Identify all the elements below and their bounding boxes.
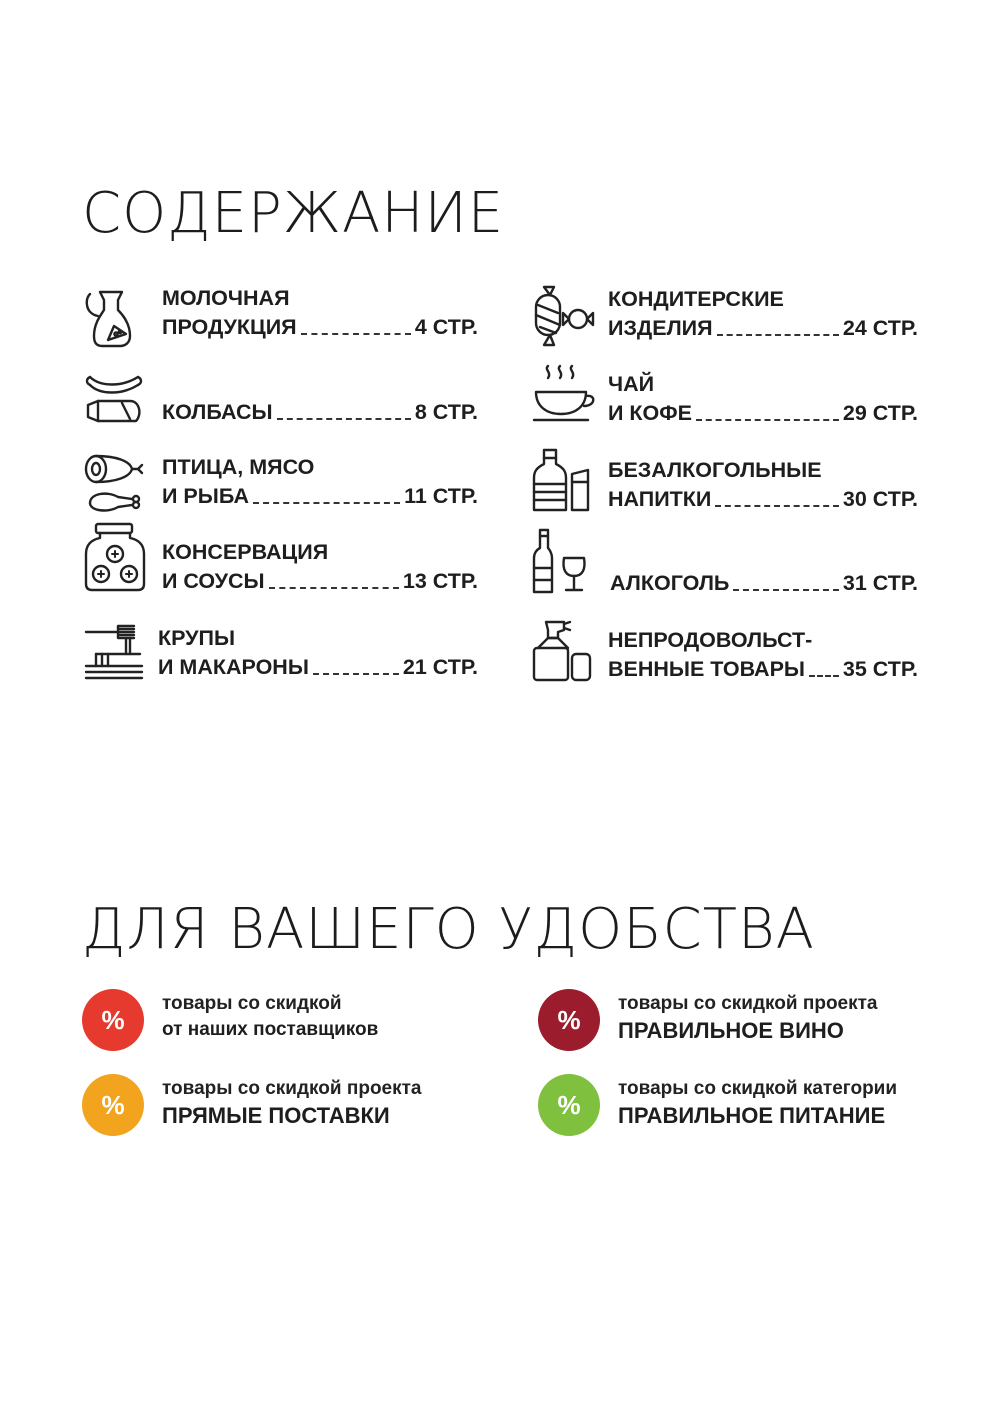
wine-bottle-glass-icon: [530, 528, 596, 594]
legend-label: от наших поставщиков: [162, 1019, 379, 1040]
convenience-title: ДЛЯ ВАШЕГО УДОБСТВА: [82, 897, 815, 962]
toc-item-label: МОЛОЧНАЯ: [162, 286, 290, 310]
percent-badge-icon: %: [82, 989, 144, 1051]
toc-page-number: 31 СТР.: [842, 571, 918, 595]
legend-label: товары со скидкой проекта: [618, 993, 878, 1014]
toc-item-soft-drinks[interactable]: [530, 456, 918, 526]
dot-leader: [313, 673, 399, 675]
toc-item-label: И МАКАРОНЫ: [158, 655, 309, 679]
legend-right-nutrition: [538, 1074, 958, 1138]
dot-leader: [717, 334, 839, 336]
legend-label: товары со скидкой проекта: [162, 1078, 422, 1099]
candy-icon: [530, 285, 596, 351]
dot-leader: [715, 505, 839, 507]
toc-item-label: НЕПРОДОВОЛЬСТ-: [608, 628, 813, 652]
legend-label: ПРАВИЛЬНОЕ ВИНО: [618, 1018, 844, 1043]
percent-badge-icon: %: [82, 1074, 144, 1136]
toc-page-number: 4 СТР.: [414, 315, 478, 339]
toc-item-label: КОЛБАСЫ: [162, 400, 273, 424]
toc-page-number: 8 СТР.: [414, 400, 478, 424]
toc-item-sausages[interactable]: [82, 369, 478, 439]
household-spray-icon: [530, 618, 596, 684]
percent-badge-icon: %: [538, 1074, 600, 1136]
legend-label: ПРАВИЛЬНОЕ ПИТАНИЕ: [618, 1103, 886, 1128]
toc-item-meat[interactable]: [82, 453, 478, 523]
toc-item-tea-coffee[interactable]: [530, 370, 918, 440]
meat-poultry-icon: [82, 453, 148, 519]
toc-item-label: ИЗДЕЛИЯ: [608, 316, 713, 340]
toc-item-label: ВЕННЫЕ ТОВАРЫ: [608, 657, 805, 681]
toc-page-number: 13 СТР.: [402, 569, 478, 593]
toc-title: СОДЕРЖАНИЕ: [82, 181, 505, 246]
legend-label: ПРЯМЫЕ ПОСТАВКИ: [162, 1103, 390, 1128]
legend-label: товары со скидкой категории: [618, 1078, 898, 1099]
toc-item-label: БЕЗАЛКОГОЛЬНЫЕ: [608, 458, 822, 482]
toc-page-number: 35 СТР.: [842, 657, 918, 681]
toc-item-label: [610, 540, 918, 569]
toc-page-number: 24 СТР.: [842, 316, 918, 340]
dot-leader: [809, 675, 839, 677]
canned-jar-icon: [82, 522, 148, 588]
toc-item-label: НАПИТКИ: [608, 487, 712, 511]
toc-item-canned[interactable]: [82, 538, 478, 608]
toc-item-grains[interactable]: [82, 624, 478, 694]
toc-item-label: [162, 369, 478, 398]
toc-item-label: КРУПЫ: [158, 626, 236, 650]
toc-item-label: И КОФЕ: [608, 401, 692, 425]
legend-right-wine: [538, 989, 938, 1053]
dot-leader: [269, 587, 399, 589]
dot-leader: [277, 418, 411, 420]
toc-item-label: И СОУСЫ: [162, 569, 265, 593]
toc-item-dairy[interactable]: [82, 284, 478, 354]
toc-item-label: АЛКОГОЛЬ: [610, 571, 730, 595]
toc-item-label: ЧАЙ: [608, 372, 655, 396]
percent-badge-icon: %: [538, 989, 600, 1051]
dot-leader: [696, 419, 839, 421]
toc-page-number: 30 СТР.: [842, 487, 918, 511]
toc-page-number: 21 СТР.: [402, 655, 478, 679]
soft-drinks-icon: [530, 448, 596, 514]
legend-label: товары со скидкой: [162, 993, 342, 1014]
toc-item-label: И РЫБА: [162, 484, 249, 508]
toc-item-label: ПРОДУКЦИЯ: [162, 315, 297, 339]
toc-item-label: КОНДИТЕРСКИЕ: [608, 287, 784, 311]
tea-cup-icon: [530, 362, 596, 428]
toc-item-alcohol[interactable]: [530, 540, 918, 610]
toc-page-number: 11 СТР.: [404, 484, 478, 508]
toc-page-number: 29 СТР.: [842, 401, 918, 425]
pasta-fork-icon: [82, 624, 148, 690]
toc-item-label: КОНСЕРВАЦИЯ: [162, 540, 329, 564]
toc-item-confectionery[interactable]: [530, 285, 918, 355]
milk-jug-icon: [82, 284, 148, 350]
toc-item-non-food[interactable]: [530, 626, 918, 696]
toc-item-label: ПТИЦА, МЯСО: [162, 455, 315, 479]
dot-leader: [301, 333, 411, 335]
legend-direct-supply: [82, 1074, 482, 1138]
sausage-icon: [82, 369, 148, 435]
dot-leader: [253, 502, 400, 504]
dot-leader: [733, 589, 839, 591]
legend-supplier-discount: [82, 989, 482, 1053]
